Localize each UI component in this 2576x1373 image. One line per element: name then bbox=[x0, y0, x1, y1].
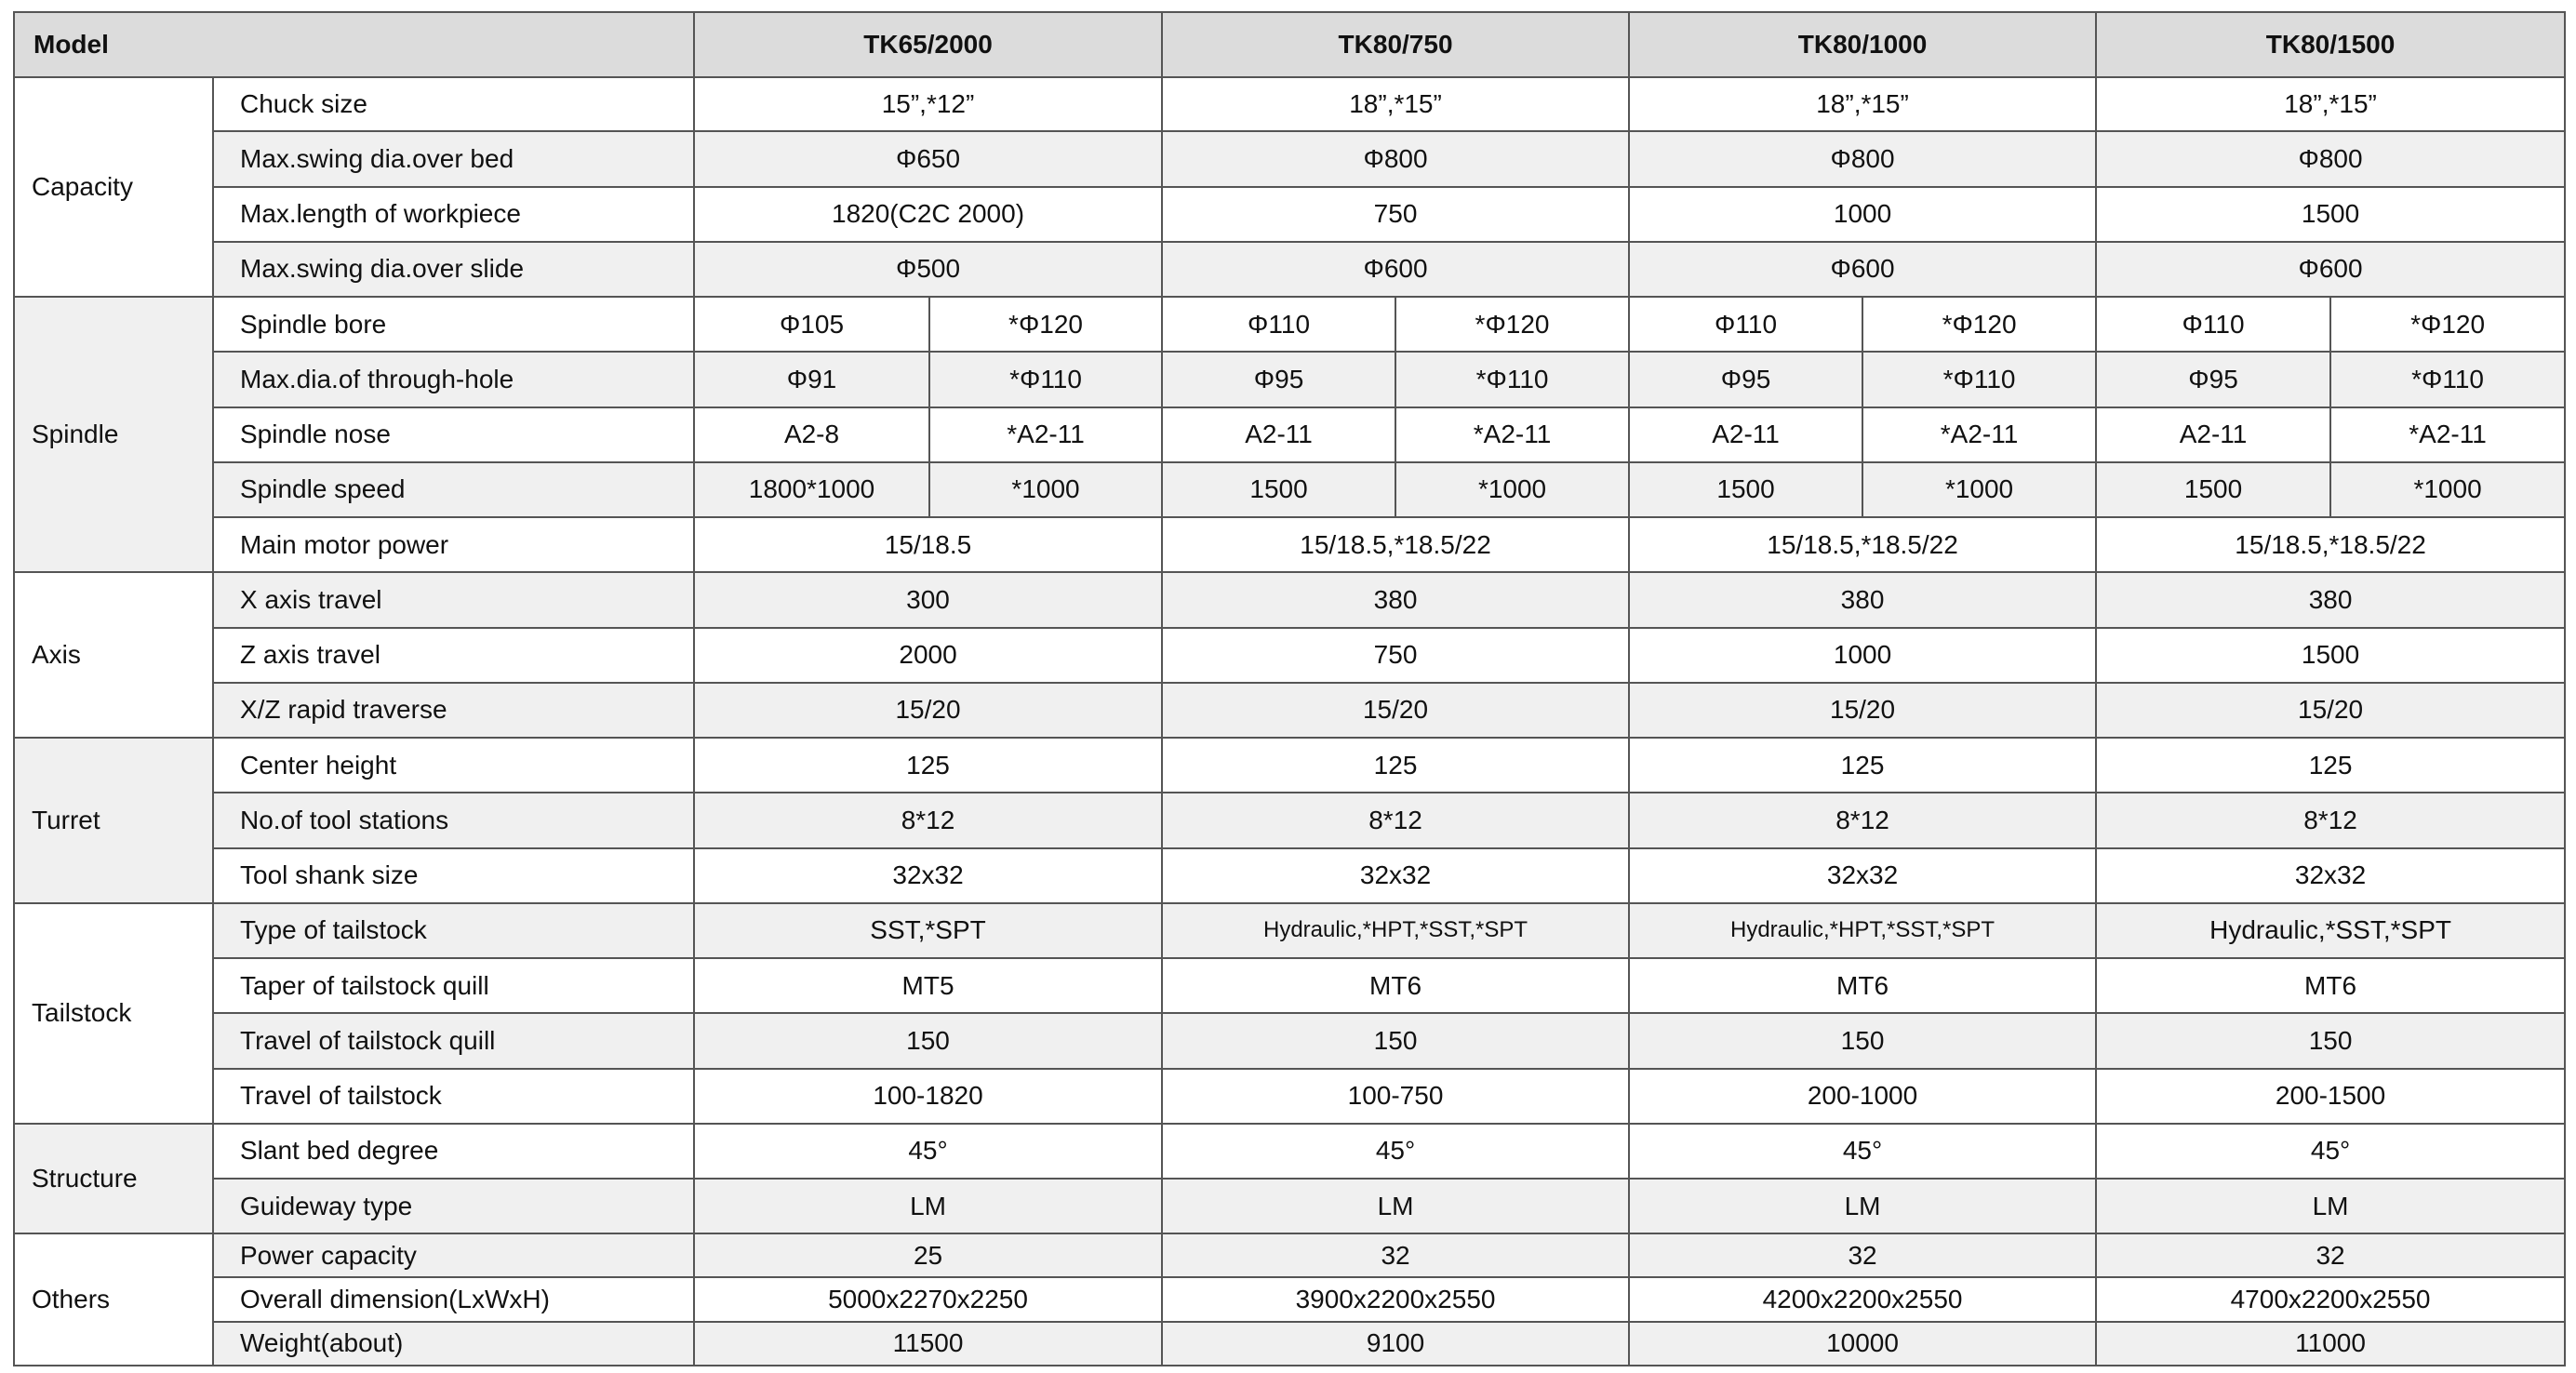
value-cell: 150 bbox=[1629, 1013, 2096, 1068]
value-cell: *A2-11 bbox=[2330, 407, 2565, 462]
value-cell: Φ110 bbox=[1162, 297, 1395, 352]
value-cell: LM bbox=[1162, 1179, 1629, 1233]
value-cell: 15/18.5,*18.5/22 bbox=[1162, 517, 1629, 572]
value-cell: 750 bbox=[1162, 187, 1629, 242]
parameter-label: Z axis travel bbox=[213, 628, 694, 683]
value-cell: 32 bbox=[1629, 1233, 2096, 1277]
value-cell: *1000 bbox=[1395, 462, 1629, 517]
value-cell: SST,*SPT bbox=[694, 903, 1162, 958]
value-cell: MT6 bbox=[1162, 958, 1629, 1013]
table-row bbox=[14, 1013, 2565, 1068]
value-cell: 2000 bbox=[694, 628, 1162, 683]
value-cell: 125 bbox=[694, 738, 1162, 793]
parameter-label: Chuck size bbox=[213, 77, 694, 131]
value-cell: *A2-11 bbox=[1395, 407, 1629, 462]
value-cell: 32x32 bbox=[2096, 848, 2565, 903]
table-row bbox=[14, 1233, 2565, 1277]
value-cell: 32x32 bbox=[1162, 848, 1629, 903]
value-cell: 15/18.5,*18.5/22 bbox=[1629, 517, 2096, 572]
value-cell: 10000 bbox=[1629, 1322, 2096, 1366]
table-row bbox=[14, 1179, 2565, 1233]
table-row bbox=[14, 187, 2565, 242]
parameter-label: Spindle bore bbox=[213, 297, 694, 352]
spec-table bbox=[13, 11, 2566, 1366]
value-cell: Φ650 bbox=[694, 131, 1162, 186]
value-cell: Φ800 bbox=[2096, 131, 2565, 186]
value-cell: 1000 bbox=[1629, 628, 2096, 683]
value-cell: 125 bbox=[1162, 738, 1629, 793]
value-cell: *Φ110 bbox=[929, 352, 1162, 407]
value-cell: A2-8 bbox=[694, 407, 929, 462]
parameter-label: X/Z rapid traverse bbox=[213, 683, 694, 738]
parameter-label: Spindle speed bbox=[213, 462, 694, 517]
value-cell: MT5 bbox=[694, 958, 1162, 1013]
model-name: TK80/750 bbox=[1162, 12, 1629, 77]
value-cell: 3900x2200x2550 bbox=[1162, 1277, 1629, 1321]
value-cell: 32 bbox=[1162, 1233, 1629, 1277]
value-cell: Φ95 bbox=[2096, 352, 2330, 407]
value-cell: *Φ110 bbox=[1862, 352, 2096, 407]
value-cell: *A2-11 bbox=[929, 407, 1162, 462]
table-row bbox=[14, 1069, 2565, 1124]
table-row bbox=[14, 352, 2565, 407]
value-cell: 9100 bbox=[1162, 1322, 1629, 1366]
parameter-label: Main motor power bbox=[213, 517, 694, 572]
value-cell: LM bbox=[2096, 1179, 2565, 1233]
model-header: Model bbox=[14, 12, 694, 77]
parameter-label: Taper of tailstock quill bbox=[213, 958, 694, 1013]
table-row bbox=[14, 1124, 2565, 1179]
value-cell: Φ600 bbox=[2096, 242, 2565, 297]
value-cell: 45° bbox=[1629, 1124, 2096, 1179]
spec-body bbox=[14, 77, 2565, 1366]
value-cell: Φ800 bbox=[1162, 131, 1629, 186]
value-cell: 125 bbox=[1629, 738, 2096, 793]
value-cell: 32 bbox=[2096, 1233, 2565, 1277]
parameter-label: Max.swing dia.over bed bbox=[213, 131, 694, 186]
value-cell: *Φ120 bbox=[1395, 297, 1629, 352]
table-row bbox=[14, 517, 2565, 572]
parameter-label: No.of tool stations bbox=[213, 793, 694, 847]
value-cell: 150 bbox=[2096, 1013, 2565, 1068]
value-cell: 4200x2200x2550 bbox=[1629, 1277, 2096, 1321]
value-cell: 8*12 bbox=[1162, 793, 1629, 847]
value-cell: 380 bbox=[1629, 572, 2096, 627]
value-cell: Φ800 bbox=[1629, 131, 2096, 186]
parameter-label: Center height bbox=[213, 738, 694, 793]
table-row bbox=[14, 462, 2565, 517]
parameter-label: Guideway type bbox=[213, 1179, 694, 1233]
value-cell: 300 bbox=[694, 572, 1162, 627]
value-cell: *Φ120 bbox=[1862, 297, 2096, 352]
parameter-label: Travel of tailstock quill bbox=[213, 1013, 694, 1068]
value-cell: Φ91 bbox=[694, 352, 929, 407]
parameter-label: Overall dimension(LxWxH) bbox=[213, 1277, 694, 1321]
value-cell: 380 bbox=[2096, 572, 2565, 627]
table-row bbox=[14, 958, 2565, 1013]
model-name: TK80/1000 bbox=[1629, 12, 2096, 77]
value-cell: 8*12 bbox=[2096, 793, 2565, 847]
table-row bbox=[14, 628, 2565, 683]
table-row bbox=[14, 903, 2565, 958]
value-cell: Hydraulic,*HPT,*SST,*SPT bbox=[1162, 903, 1629, 958]
parameter-label: Max.length of workpiece bbox=[213, 187, 694, 242]
value-cell: *1000 bbox=[1862, 462, 2096, 517]
value-cell: Φ600 bbox=[1162, 242, 1629, 297]
value-cell: 8*12 bbox=[694, 793, 1162, 847]
value-cell: 8*12 bbox=[1629, 793, 2096, 847]
value-cell: Φ600 bbox=[1629, 242, 2096, 297]
value-cell: 11000 bbox=[2096, 1322, 2565, 1366]
value-cell: Φ95 bbox=[1162, 352, 1395, 407]
table-row bbox=[14, 1322, 2565, 1366]
value-cell: 1000 bbox=[1629, 187, 2096, 242]
group-label: Axis bbox=[14, 572, 213, 738]
value-cell: 1500 bbox=[2096, 462, 2330, 517]
table-row bbox=[14, 407, 2565, 462]
group-label: Spindle bbox=[14, 297, 213, 572]
parameter-label: Slant bed degree bbox=[213, 1124, 694, 1179]
parameter-label: Tool shank size bbox=[213, 848, 694, 903]
value-cell: *A2-11 bbox=[1862, 407, 2096, 462]
value-cell: 200-1000 bbox=[1629, 1069, 2096, 1124]
value-cell: *Φ110 bbox=[1395, 352, 1629, 407]
value-cell: 1500 bbox=[1162, 462, 1395, 517]
value-cell: 15/20 bbox=[694, 683, 1162, 738]
table-row bbox=[14, 572, 2565, 627]
value-cell: 45° bbox=[1162, 1124, 1629, 1179]
group-label: Tailstock bbox=[14, 903, 213, 1124]
value-cell: 45° bbox=[2096, 1124, 2565, 1179]
value-cell: 18”,*15” bbox=[2096, 77, 2565, 131]
value-cell: *1000 bbox=[2330, 462, 2565, 517]
header-row bbox=[14, 12, 2565, 77]
parameter-label: Weight(about) bbox=[213, 1322, 694, 1366]
value-cell: 100-750 bbox=[1162, 1069, 1629, 1124]
value-cell: 32x32 bbox=[1629, 848, 2096, 903]
table-row bbox=[14, 1277, 2565, 1321]
value-cell: Hydraulic,*SST,*SPT bbox=[2096, 903, 2565, 958]
value-cell: 32x32 bbox=[694, 848, 1162, 903]
table-row bbox=[14, 793, 2565, 847]
group-label: Structure bbox=[14, 1124, 213, 1234]
value-cell: 15”,*12” bbox=[694, 77, 1162, 131]
model-name: TK80/1500 bbox=[2096, 12, 2565, 77]
value-cell: 380 bbox=[1162, 572, 1629, 627]
value-cell: 15/18.5,*18.5/22 bbox=[2096, 517, 2565, 572]
value-cell: A2-11 bbox=[1629, 407, 1862, 462]
value-cell: 15/18.5 bbox=[694, 517, 1162, 572]
table-row bbox=[14, 242, 2565, 297]
value-cell: 11500 bbox=[694, 1322, 1162, 1366]
value-cell: 25 bbox=[694, 1233, 1162, 1277]
value-cell: 150 bbox=[1162, 1013, 1629, 1068]
value-cell: *Φ110 bbox=[2330, 352, 2565, 407]
parameter-label: X axis travel bbox=[213, 572, 694, 627]
table-row bbox=[14, 131, 2565, 186]
value-cell: 5000x2270x2250 bbox=[694, 1277, 1162, 1321]
value-cell: MT6 bbox=[1629, 958, 2096, 1013]
value-cell: 1800*1000 bbox=[694, 462, 929, 517]
group-label: Capacity bbox=[14, 77, 213, 297]
value-cell: Φ110 bbox=[1629, 297, 1862, 352]
value-cell: Φ500 bbox=[694, 242, 1162, 297]
value-cell: A2-11 bbox=[1162, 407, 1395, 462]
parameter-label: Max.swing dia.over slide bbox=[213, 242, 694, 297]
parameter-label: Power capacity bbox=[213, 1233, 694, 1277]
value-cell: LM bbox=[1629, 1179, 2096, 1233]
value-cell: 15/20 bbox=[1629, 683, 2096, 738]
value-cell: 15/20 bbox=[2096, 683, 2565, 738]
table-row bbox=[14, 738, 2565, 793]
table-row bbox=[14, 848, 2565, 903]
group-label: Others bbox=[14, 1233, 213, 1366]
value-cell: 1820(C2C 2000) bbox=[694, 187, 1162, 242]
value-cell: *1000 bbox=[929, 462, 1162, 517]
value-cell: A2-11 bbox=[2096, 407, 2330, 462]
model-name: TK65/2000 bbox=[694, 12, 1162, 77]
value-cell: 45° bbox=[694, 1124, 1162, 1179]
value-cell: MT6 bbox=[2096, 958, 2565, 1013]
value-cell: Φ105 bbox=[694, 297, 929, 352]
value-cell: 18”,*15” bbox=[1629, 77, 2096, 131]
value-cell: *Φ120 bbox=[929, 297, 1162, 352]
value-cell: 1500 bbox=[1629, 462, 1862, 517]
value-cell: Hydraulic,*HPT,*SST,*SPT bbox=[1629, 903, 2096, 958]
parameter-label: Travel of tailstock bbox=[213, 1069, 694, 1124]
value-cell: 18”,*15” bbox=[1162, 77, 1629, 131]
value-cell: Φ95 bbox=[1629, 352, 1862, 407]
value-cell: *Φ120 bbox=[2330, 297, 2565, 352]
value-cell: 100-1820 bbox=[694, 1069, 1162, 1124]
parameter-label: Type of tailstock bbox=[213, 903, 694, 958]
value-cell: 4700x2200x2550 bbox=[2096, 1277, 2565, 1321]
group-label: Turret bbox=[14, 738, 213, 903]
table-row bbox=[14, 683, 2565, 738]
value-cell: 125 bbox=[2096, 738, 2565, 793]
value-cell: 1500 bbox=[2096, 187, 2565, 242]
parameter-label: Max.dia.of through-hole bbox=[213, 352, 694, 407]
parameter-label: Spindle nose bbox=[213, 407, 694, 462]
value-cell: 150 bbox=[694, 1013, 1162, 1068]
value-cell: 1500 bbox=[2096, 628, 2565, 683]
table-row bbox=[14, 77, 2565, 131]
value-cell: LM bbox=[694, 1179, 1162, 1233]
value-cell: Φ110 bbox=[2096, 297, 2330, 352]
table-row bbox=[14, 297, 2565, 352]
value-cell: 200-1500 bbox=[2096, 1069, 2565, 1124]
value-cell: 15/20 bbox=[1162, 683, 1629, 738]
value-cell: 750 bbox=[1162, 628, 1629, 683]
